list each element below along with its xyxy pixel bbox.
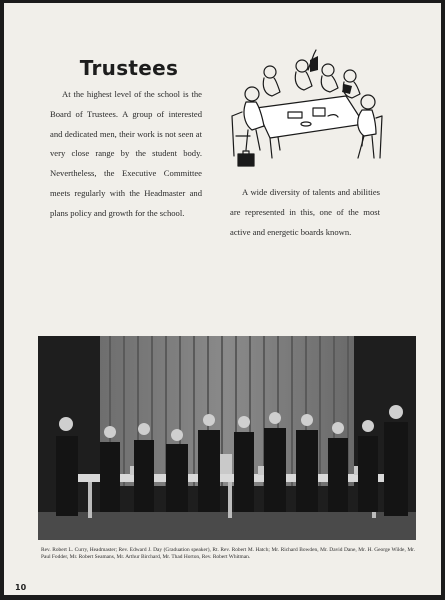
trustees-group-photo (38, 336, 416, 540)
intro-paragraph: At the highest level of the school is the Board of Trustees. A group of interested and dedicated men, their work is not seen at very close range by the student body. Nevertheless, the Executive Committee meets regularly with the Headmaster and plans policy and growth for the school. (50, 89, 202, 218)
page-number: 10 (15, 583, 27, 592)
diversity-paragraph: A wide diversity of talents and abilities are represented in this, one of the most active and energetic boards known. (230, 187, 380, 237)
page-title: Trustees (79, 56, 179, 80)
yearbook-page (4, 3, 441, 595)
photo-caption: Rev. Robert L. Curry, Headmaster; Rev. Edward J. Day (Graduation speaker), Rt. Rev. Robert M. Hatch; Mr. Richard Bowden, Mr. David Dane, Mr. H. George Wilde, Mr. Paul Fodder, Mr. Robert Seamans, Mr. Arthur Birchard, Mr. Thad Horton, Rev. Robert Whitman. (41, 547, 415, 561)
board-meeting-cartoon (218, 46, 388, 176)
